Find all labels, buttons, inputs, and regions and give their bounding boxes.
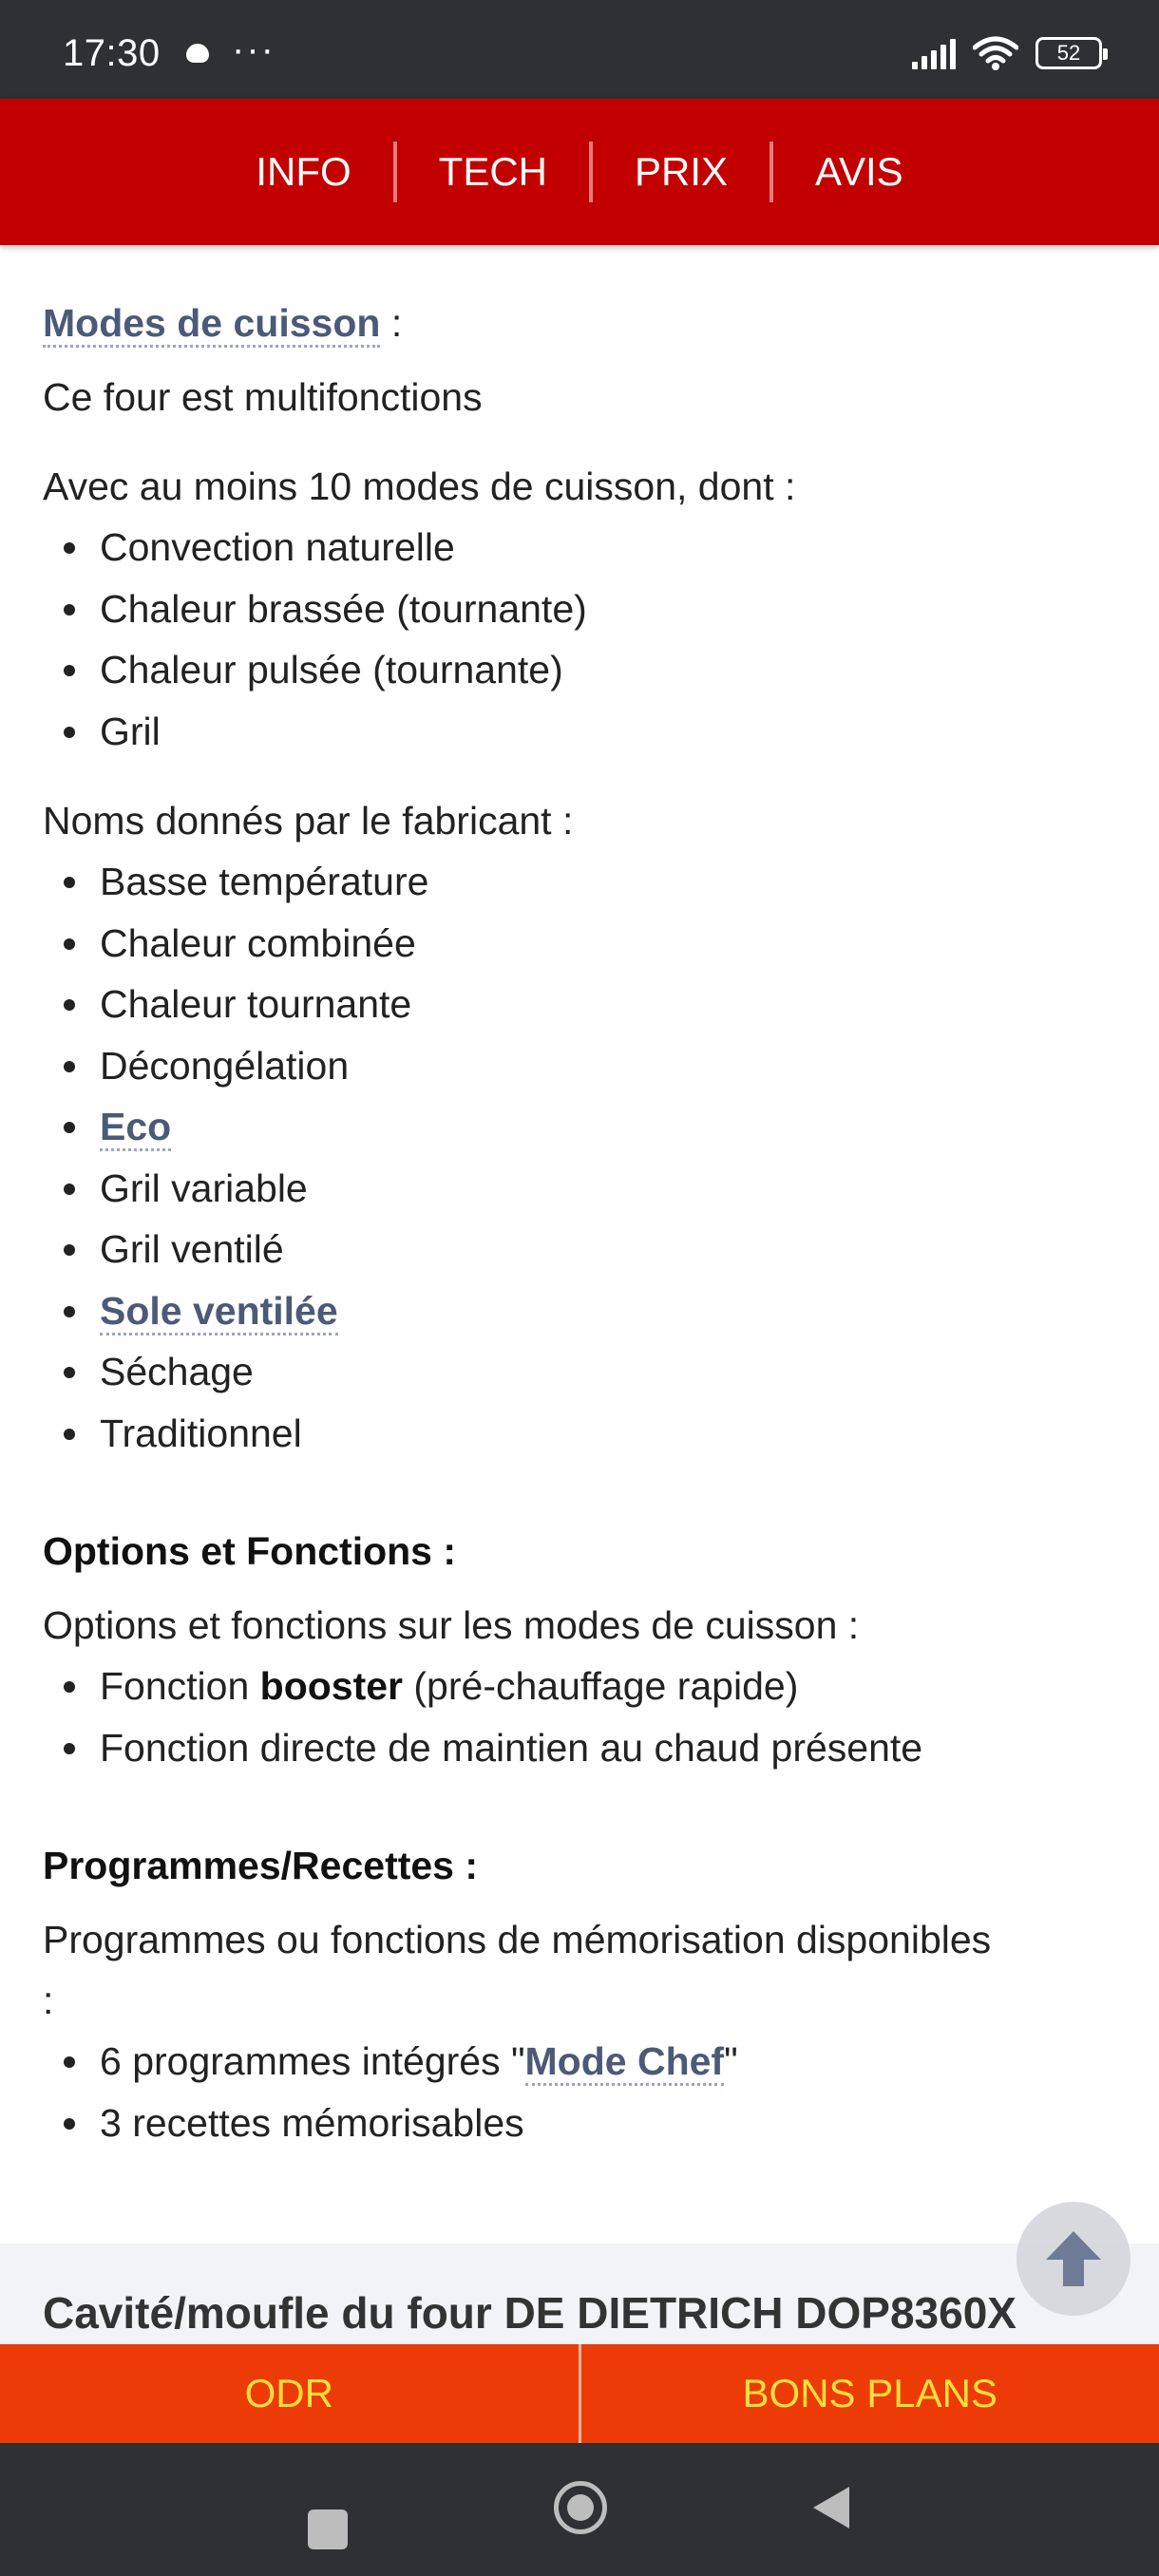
- bottom-action-bar: [0, 2344, 1159, 2443]
- battery-icon: [1036, 37, 1102, 69]
- status-time: 17:30: [63, 32, 161, 74]
- arrow-up-icon: [1040, 2226, 1107, 2292]
- programs-list: [43, 2031, 1126, 2153]
- list-item: Fonction directe de maintien au chaud présente: [43, 1717, 1126, 1779]
- list-item: 3 recettes mémorisables: [43, 2093, 1126, 2154]
- booster-prefix: Fonction: [100, 1664, 260, 1708]
- maker-modes-list: [43, 851, 1126, 1464]
- list-item: Chaleur brassée (tournante): [43, 578, 1126, 640]
- heading-colon: :: [380, 301, 403, 345]
- list-item: Gril ventilé: [43, 1219, 1126, 1280]
- programs-intro: Programmes ou fonctions de mémorisation disponibles :: [43, 1918, 992, 2022]
- bons-plans-button[interactable]: BONS PLANS: [742, 2371, 998, 2415]
- tab-info[interactable]: INFO: [256, 149, 352, 194]
- signal-icon: [912, 37, 956, 69]
- wifi-icon: [973, 36, 1018, 70]
- list-item-mode-chef: [43, 2031, 1126, 2093]
- list-item: Basse température: [43, 851, 1126, 913]
- battery-level: 52: [1056, 41, 1081, 65]
- mode-chef-link[interactable]: Mode Chef: [525, 2039, 725, 2086]
- back-icon[interactable]: [813, 2487, 849, 2529]
- list-item-eco: [43, 1096, 1126, 1158]
- recent-apps-icon[interactable]: [308, 2510, 348, 2549]
- booster-label: booster: [259, 1664, 404, 1708]
- home-icon[interactable]: [554, 2481, 607, 2534]
- tab-avis[interactable]: AVIS: [815, 149, 903, 194]
- booster-suffix: (pré-chauffage rapide): [403, 1664, 799, 1708]
- list-item-sole-ventilee: [43, 1280, 1126, 1342]
- cavity-section-title: Cavité/moufle du four DE DIETRICH DOP8360X: [43, 2288, 1016, 2338]
- odr-button[interactable]: ODR: [244, 2371, 333, 2415]
- tab-tech[interactable]: TECH: [438, 149, 548, 194]
- section-tabs: [0, 99, 1159, 245]
- options-list: [43, 1656, 1126, 1778]
- programs-heading: Programmes/Recettes :: [43, 1844, 479, 1887]
- options-heading: Options et Fonctions :: [43, 1529, 457, 1573]
- cloud-icon: [186, 44, 209, 63]
- list-item: Convection naturelle: [43, 517, 1126, 578]
- list-item: Gril: [43, 701, 1126, 763]
- tab-prix[interactable]: PRIX: [635, 149, 729, 194]
- list-item: Chaleur tournante: [43, 974, 1126, 1035]
- multifunction-text: Ce four est multifonctions: [43, 375, 483, 419]
- list-item: Traditionnel: [43, 1403, 1126, 1465]
- maker-modes-intro: Noms donnés par le fabricant :: [43, 799, 574, 843]
- mode-chef-prefix: 6 programmes intégrés ": [100, 2039, 525, 2083]
- mode-chef-suffix: ": [724, 2039, 738, 2083]
- list-item: Chaleur pulsée (tournante): [43, 639, 1126, 701]
- cooking-modes-heading: [43, 293, 1126, 353]
- sole-ventilee-link[interactable]: Sole ventilée: [100, 1289, 338, 1335]
- more-notifications-icon: ···: [232, 28, 276, 70]
- scroll-to-top-button[interactable]: [1016, 2202, 1130, 2316]
- options-intro: Options et fonctions sur les modes de cuisson :: [43, 1603, 860, 1647]
- list-item: Chaleur combinée: [43, 913, 1126, 975]
- cooking-modes-list: [43, 517, 1126, 762]
- cooking-modes-link[interactable]: Modes de cuisson: [43, 301, 380, 348]
- list-item: Gril variable: [43, 1158, 1126, 1220]
- status-icons: [912, 34, 1102, 72]
- modes-intro: Avec au moins 10 modes de cuisson, dont :: [43, 464, 796, 508]
- list-item-booster: [43, 1656, 1126, 1717]
- list-item: Séchage: [43, 1341, 1126, 1403]
- eco-link[interactable]: Eco: [100, 1105, 171, 1151]
- main-content: [43, 245, 1126, 2153]
- list-item: Décongélation: [43, 1035, 1126, 1097]
- status-bar: [0, 0, 1159, 99]
